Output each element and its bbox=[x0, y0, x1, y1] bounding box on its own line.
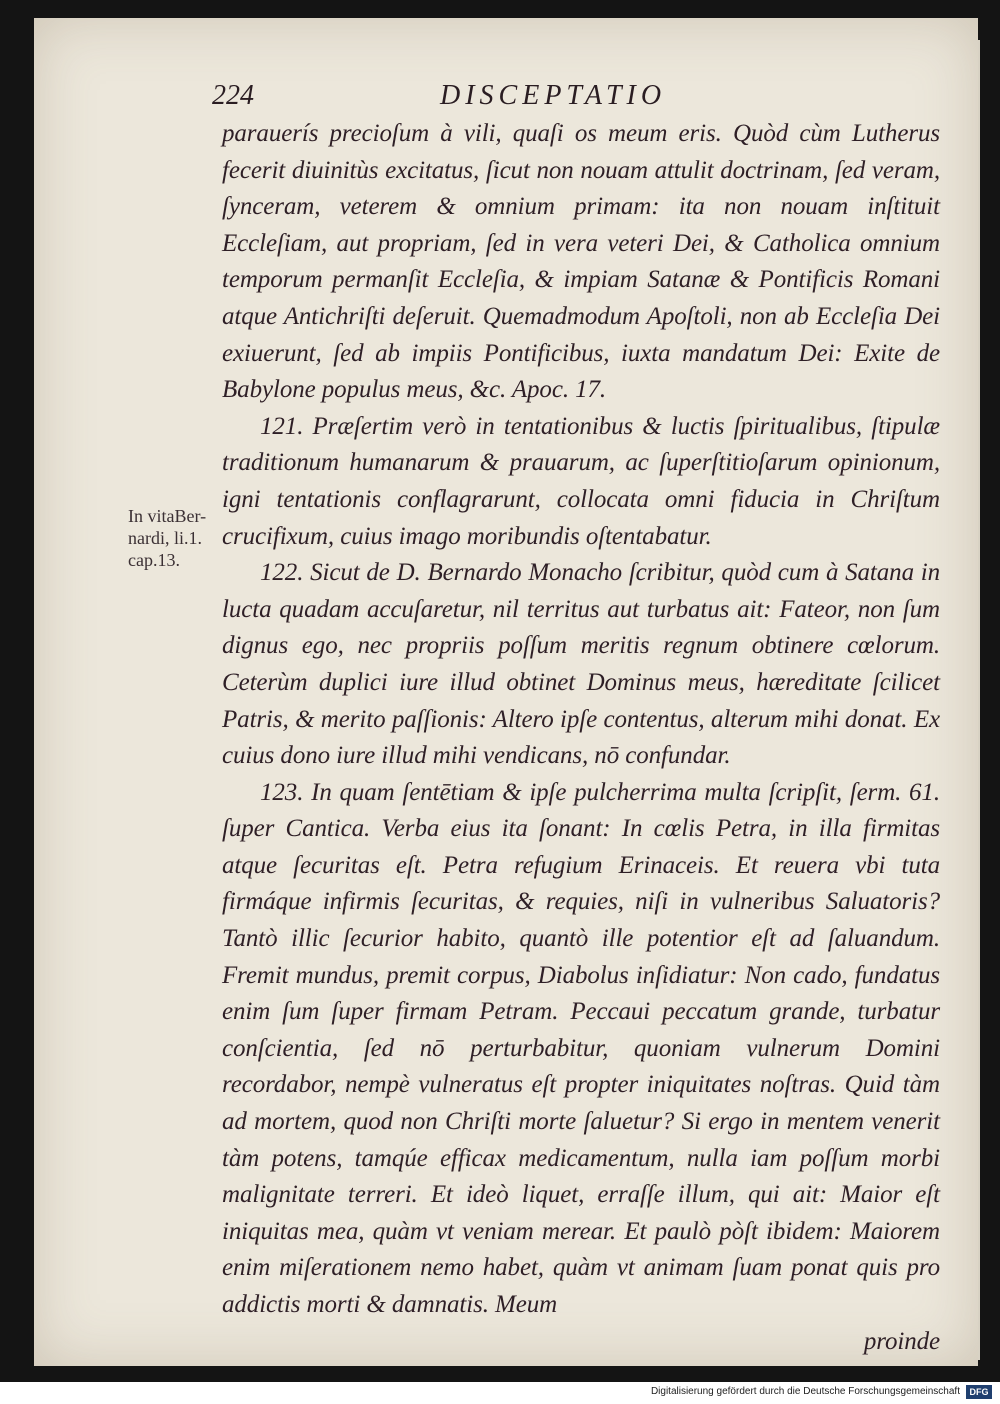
dfg-logo-icon: DFG bbox=[966, 1385, 992, 1399]
paragraph-continuation: parauerís precioſum à vili, quaſi os meum eris. Quòd cùm Lutherus fecerit diuinitùs excitatus, ſicut non nouam attulit doctrinam, ſed veram, ſynceram, veterem & omnium primam: ita non nouam inſtituit Eccleſiam, aut propriam, ſed in vera veteri Dei, & Catholica omnium temporum permanſit Eccleſia, & impiam Satanæ & Pontificis Romani atque Antichriſti deſeruit. Quemadmodum Apoſtoli, non ab Eccleſia Dei exiuerunt, ſed ab impiis Pontificibus, iuxta mandatum Dei: Exite de Babylone populus meus, &c. Apoc. 17. bbox=[222, 120, 940, 404]
page-number: 224 bbox=[212, 80, 254, 111]
paragraph-121: 121. Præſertim verò in tentationibus & luctis ſpiritualibus, ſtipulæ traditionum humanarum & prauarum, ac ſuperſtitioſarum opinionum, igni tentationis conflagrarunt, collocata omni fiducia in Chriſtum crucifixum, cuius imago moribundis oſtentabatur. bbox=[222, 412, 940, 550]
catchword: proinde bbox=[863, 1327, 940, 1355]
running-title: DISCEPTATIO bbox=[440, 80, 667, 111]
footer-bar bbox=[0, 1382, 1000, 1404]
paragraph-123: 123. In quam ſentētiam & ipſe pulcherrima multa ſcripſit, ſerm. 61. ſuper Cantica. Verba eius ita ſonant: In cœlis Petra, in illa firmitas atque ſecuritas eſt. Petra refugium Erinaceis. Et reuera vbi tuta firmáque infirmis ſecuritas, & requies, niſi in vulneribus Saluatoris? Tantò illic ſecurior habito, quantò ille potentior eſt ad ſaluandum. Fremit mundus, premit corpus, Diabolus inſidiatur: Non cado, fundatus enim ſum ſuper firmam Petram. Peccaui peccatum grande, turbatur conſcientia, ſed nō perturbabitur, quoniam vulnerum Domini recordabor, nempè vulneratus eſt propter iniquitates noſtras. Quid tàm ad mortem, quod non Chriſti morte ſaluetur? Si ergo in mentem venerit tàm potens, tamqúe efficax medicamentum, nulla iam poſſum morbi malignitate terreri. Et ideò liquet, erraſſe illum, qui ait: Maior eſt iniquitas mea, quàm vt veniam merear. Et paulò pòſt ibidem: Maiorem enim miſerationem nemo habet, quàm vt animam ſuam ponat quis pro addictis morti & damnatis. Meum bbox=[222, 778, 940, 1318]
footer-credit: Digitalisierung gefördert durch die Deutsche Forschungsgemeinschaft bbox=[650, 1386, 960, 1397]
margin-note bbox=[128, 505, 228, 571]
body-text bbox=[222, 116, 940, 1360]
margin-note-line: In vitaBer- bbox=[128, 506, 207, 526]
paragraph-122: 122. Sicut de D. Bernardo Monacho ſcribitur, quòd cum à Satana in lucta quadam accuſaretur, nil territus aut turbatus ait: Fateor, non ſum dignus ego, nec propriis poſſum meritis regnum obtinere cœlorum. Ceterùm duplici iure illud obtinet Dominus meus, hæreditate ſcilicet Patris, & merito paſſionis: Altero ipſe contentus, alterum mihi donat. Ex cuius dono iure illud mihi vendicans, nō confundar. bbox=[222, 559, 940, 770]
margin-note-line: nardi, li.1. bbox=[128, 528, 202, 548]
page-header bbox=[212, 80, 932, 120]
margin-note-line: cap.13. bbox=[128, 550, 180, 570]
